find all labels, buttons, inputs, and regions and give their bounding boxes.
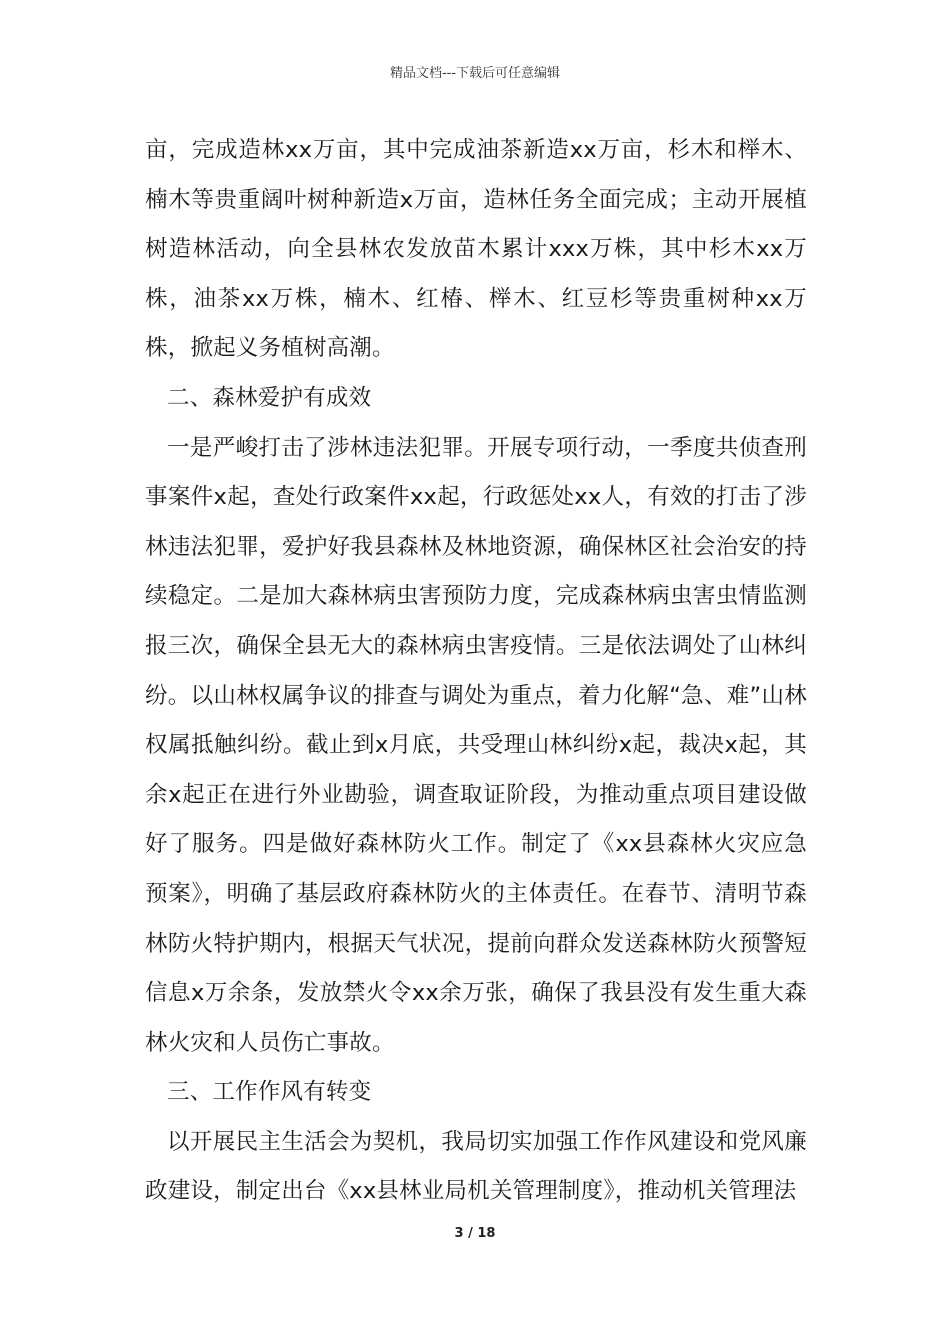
paragraph-afforestation: 亩，完成造林xx万亩，其中完成油茶新造xx万亩，杉木和榉木、楠木等贵重阔叶树种新造x万亩，造林任务全面完成；主动开展植树造林活动，向全县林农发放苗木累计xxx万株，其中杉木xx万株，油茶xx万株，楠木、红椿、榉木、红豆杉等贵重树种xx万株，掀起义务植树高潮。 xyxy=(145,137,807,362)
paragraph-forest-protection: 一是严峻打击了涉林违法犯罪。开展专项行动，一季度共侦查刑事案件x起，查处行政案件xx起，行政惩处xx人，有效的打击了涉林违法犯罪，爱护好我县森林及林地资源，确保林区社会治安的持续稳定。二是加大森林病虫害预防力度，完成森林病虫害虫情监测报三次，确保全县无大的森林病虫害疫情。三是依法调处了山林纠纷。以山林权属争议的排查与调处为重点，着力化解“急、难”山林权属抵触纠纷。截止到x月底，共受理山林纠纷x起，裁决x起，其余x起正在进行外业勘验，调查取证阶段，为推动重点项目建设做好了服务。四是做好森林防火工作。制定了《xx县森林火灾应急预案》，明确了基层政府森林防火的主体责任。在春节、清明节森林防火特护期内，根据天气状况，提前向群众发送森林防火预警短信息x万余条，发放禁火令xx余万张，确保了我县没有发生重大森林火灾和人员伤亡事故。 xyxy=(145,434,807,1056)
document-body xyxy=(145,126,807,1217)
page-header: 精品文档---下载后可任意编辑 xyxy=(389,66,561,81)
section-heading-forest-protection: 二、森林爱护有成效 xyxy=(167,384,372,411)
paragraph-work-style: 以开展民主生活会为契机，我局切实加强工作作风建设和党风廉政建设，制定出台《xx县林业局机关管理制度》，推动机关管理法 xyxy=(145,1128,807,1205)
section-heading-work-style: 三、工作作风有转变 xyxy=(167,1079,372,1106)
page-number: 3 / 18 xyxy=(454,1226,496,1241)
